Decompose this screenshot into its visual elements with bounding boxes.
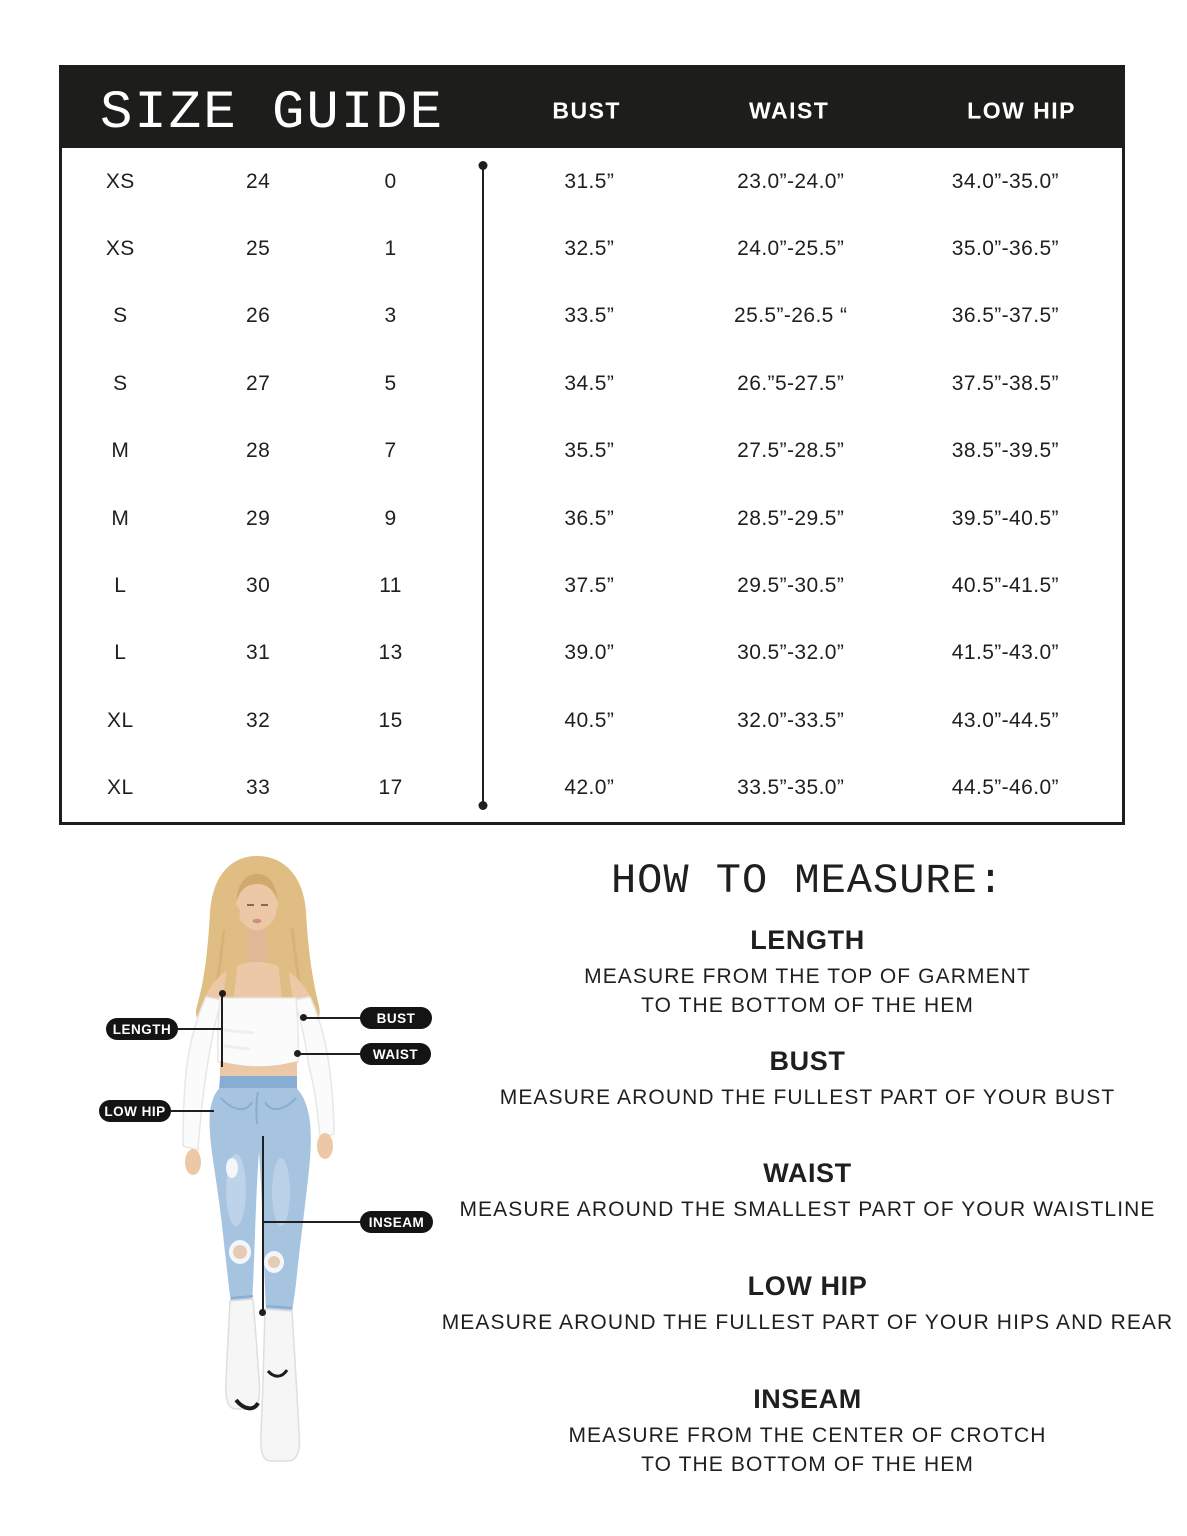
waist-cell: 25.5”-26.5 “ [734,304,848,328]
bust-cell: 32.5” [564,237,615,261]
column-header-waist: WAIST [749,96,830,123]
measure-block-inseam [440,1384,1175,1480]
size-cell: M [111,506,130,530]
us-size-cell: 7 [384,439,397,463]
table-spacer [444,283,486,350]
waist-size-cell: 29 [246,506,271,530]
measure-block-bust [440,1046,1175,1113]
low-hip-cell: 36.5”-37.5” [951,304,1059,328]
waist-size-cell: 33 [246,776,271,800]
waist-size-cell: 24 [246,169,271,193]
measure-heading: LENGTH [750,925,865,955]
waist-size-cell: 31 [246,641,271,665]
size-cell: XL [107,708,134,732]
table-spacer [444,620,486,687]
bust-cell: 42.0” [564,776,615,800]
jeans-illustration [210,1076,311,1313]
bust-cell: 39.0” [564,641,615,665]
measure-heading: INSEAM [753,1384,862,1414]
measure-description-line: TO THE BOTTOM OF THE HEM [641,993,974,1017]
low-hip-cell: 41.5”-43.0” [951,641,1059,665]
us-size-cell: 9 [384,506,397,530]
low-hip-connector-line [171,1110,214,1112]
how-to-measure-section [440,856,1175,1496]
table-spacer [444,755,486,822]
bust-cell: 34.5” [564,371,615,395]
measure-description-line: MEASURE FROM THE CENTER OF CROTCH [568,1424,1047,1447]
measure-block-length [440,925,1175,1021]
low-hip-cell: 39.5”-40.5” [951,506,1059,530]
us-size-cell: 1 [384,237,397,261]
measure-description-line: MEASURE FROM THE TOP OF GARMENT [584,965,1031,988]
low-hip-cell: 34.0”-35.0” [951,169,1059,193]
low-hip-cell: 37.5”-38.5” [951,371,1059,395]
waist-size-cell: 28 [246,439,271,463]
bust-dot [300,1014,307,1021]
table-spacer [444,418,486,485]
waist-cell: 30.5”-32.0” [737,641,845,665]
how-to-measure-title: HOW TO MEASURE: [610,857,1005,905]
waist-cell: 32.0”-33.5” [737,708,845,732]
waist-cell: 24.0”-25.5” [737,237,845,261]
waist-cell: 33.5”-35.0” [737,776,845,800]
size-cell: S [113,371,128,395]
figure-label-waist: WAIST [360,1043,431,1065]
table-spacer [444,485,486,552]
measure-heading: BUST [769,1046,846,1076]
waist-cell: 29.5”-30.5” [737,574,845,598]
us-size-cell: 13 [378,641,403,665]
bust-cell: 31.5” [564,169,615,193]
size-guide-title: SIZE GUIDE [100,82,445,144]
waist-cell: 23.0”-24.0” [737,169,845,193]
waist-connector-line [299,1053,361,1055]
measure-description-line: MEASURE AROUND THE SMALLEST PART OF YOUR WAISTLINE [459,1198,1156,1221]
table-spacer [444,215,486,282]
us-size-cell: 0 [384,169,397,193]
bust-cell: 33.5” [564,304,615,328]
length-line-top-dot [219,990,226,997]
bust-cell: 35.5” [564,439,615,463]
low-hip-cell: 43.0”-44.5” [951,708,1059,732]
bust-cell: 37.5” [564,574,615,598]
size-cell: S [113,304,128,328]
us-size-cell: 15 [378,708,403,732]
us-size-cell: 11 [379,574,402,598]
column-header-low-hip: LOW HIP [967,96,1077,123]
low-hip-cell: 38.5”-39.5” [951,439,1059,463]
waist-size-cell: 25 [246,237,271,261]
figure-label-length: LENGTH [106,1018,178,1040]
model-illustration [140,852,380,1477]
waist-size-cell: 30 [246,574,271,598]
size-cell: XS [105,169,135,193]
figure-label-bust: BUST [360,1007,432,1029]
column-header-bust: BUST [552,96,621,123]
measure-description-line: MEASURE AROUND THE FULLEST PART OF YOUR BUST [499,1086,1116,1109]
table-spacer [444,350,486,417]
table-spacer [444,148,486,215]
size-cell: L [114,641,127,665]
measure-heading: WAIST [763,1158,852,1188]
size-table [59,148,1125,825]
figure-label-inseam: INSEAM [360,1211,433,1233]
us-size-cell: 3 [384,304,397,328]
waist-cell: 27.5”-28.5” [737,439,845,463]
bust-cell: 36.5” [564,506,615,530]
waist-cell: 28.5”-29.5” [737,506,845,530]
measure-description-line: MEASURE AROUND THE FULLEST PART OF YOUR HIPS AND REAR [441,1311,1174,1334]
size-cell: XL [107,776,134,800]
size-table-body [62,148,1122,822]
figure-label-low-hip: LOW HIP [99,1100,171,1122]
length-connector-line [177,1028,222,1030]
waist-size-cell: 32 [246,708,271,732]
size-cell: L [114,574,127,598]
measure-heading: LOW HIP [747,1271,868,1301]
length-measure-line [221,993,223,1067]
table-divider-line [482,164,484,807]
measure-block-low-hip [440,1271,1175,1338]
inseam-measure-line [262,1136,264,1312]
bust-cell: 40.5” [564,708,615,732]
size-guide-header [59,65,1125,148]
measure-block-waist [440,1158,1175,1225]
table-spacer [444,687,486,754]
waist-size-cell: 26 [246,304,271,328]
size-cell: XS [105,237,135,261]
low-hip-cell: 35.0”-36.5” [951,237,1059,261]
size-cell: M [111,439,130,463]
bust-connector-line [305,1017,361,1019]
table-spacer [444,552,486,619]
waist-size-cell: 27 [246,371,271,395]
us-size-cell: 17 [378,776,403,800]
waist-dot [294,1050,301,1057]
low-hip-cell: 44.5”-46.0” [951,776,1059,800]
inseam-line-bottom-dot [259,1309,266,1316]
low-hip-cell: 40.5”-41.5” [951,574,1059,598]
measure-description-line: TO THE BOTTOM OF THE HEM [641,1452,974,1476]
us-size-cell: 5 [384,371,397,395]
boots-illustration [226,1299,300,1461]
inseam-connector-line [263,1221,361,1223]
waist-cell: 26.”5-27.5” [737,371,845,395]
